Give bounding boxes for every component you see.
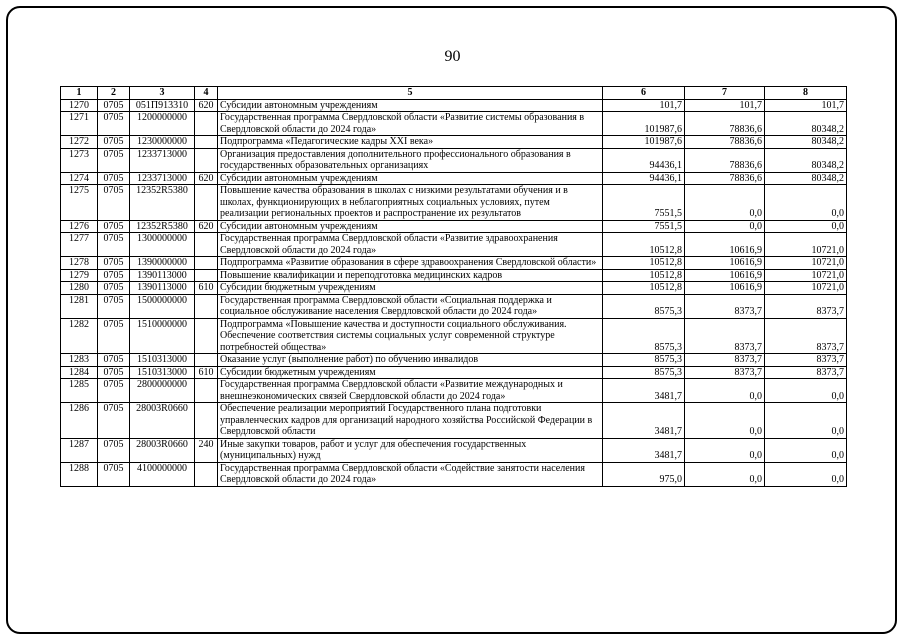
amount-year-3: 0,0 [765,379,847,403]
expense-type-code [195,233,218,257]
amount-year-3: 80348,2 [765,136,847,149]
amount-year-2: 0,0 [685,403,765,439]
amount-year-2: 8373,7 [685,318,765,354]
section-code: 0705 [98,318,130,354]
amount-year-3: 0,0 [765,438,847,462]
row-number: 1281 [61,294,98,318]
expense-type-code [195,318,218,354]
budget-table [60,86,847,487]
amount-year-1: 101987,6 [603,136,685,149]
item-name: Повышение квалификации и переподготовка медицинских кадров [218,269,603,282]
target-article-code: 051П913310 [130,99,195,112]
table-row [61,136,847,149]
amount-year-3: 10721,0 [765,257,847,270]
table-row [61,185,847,221]
item-name: Субсидии бюджетным учреждениям [218,366,603,379]
item-name: Государственная программа Свердловской области «Развитие системы образования в Свердловской области до 2024 года» [218,112,603,136]
amount-year-3: 80348,2 [765,112,847,136]
amount-year-2: 0,0 [685,379,765,403]
table-row [61,99,847,112]
table-row [61,148,847,172]
header-cell: 6 [603,87,685,100]
section-code: 0705 [98,148,130,172]
amount-year-2: 10616,9 [685,233,765,257]
section-code: 0705 [98,185,130,221]
expense-type-code: 620 [195,172,218,185]
target-article-code: 1510313000 [130,366,195,379]
target-article-code: 1233713000 [130,148,195,172]
amount-year-3: 0,0 [765,185,847,221]
header-cell: 7 [685,87,765,100]
amount-year-3: 101,7 [765,99,847,112]
row-number: 1277 [61,233,98,257]
amount-year-3: 0,0 [765,462,847,486]
target-article-code: 1390113000 [130,269,195,282]
section-code: 0705 [98,99,130,112]
section-code: 0705 [98,172,130,185]
amount-year-1: 10512,8 [603,282,685,295]
amount-year-1: 10512,8 [603,269,685,282]
row-number: 1280 [61,282,98,295]
header-cell: 8 [765,87,847,100]
row-number: 1288 [61,462,98,486]
amount-year-2: 8373,7 [685,366,765,379]
section-code: 0705 [98,136,130,149]
table-row [61,354,847,367]
amount-year-2: 78836,6 [685,112,765,136]
row-number: 1287 [61,438,98,462]
row-number: 1283 [61,354,98,367]
amount-year-2: 101,7 [685,99,765,112]
amount-year-2: 0,0 [685,185,765,221]
table-row [61,294,847,318]
amount-year-3: 8373,7 [765,318,847,354]
amount-year-3: 80348,2 [765,148,847,172]
amount-year-1: 8575,3 [603,294,685,318]
target-article-code: 1390113000 [130,282,195,295]
page-number: 90 [444,48,461,65]
header-cell: 2 [98,87,130,100]
amount-year-2: 78836,6 [685,148,765,172]
amount-year-3: 10721,0 [765,233,847,257]
target-article-code: 1510000000 [130,318,195,354]
expense-type-code: 610 [195,366,218,379]
row-number: 1285 [61,379,98,403]
amount-year-2: 78836,6 [685,172,765,185]
item-name: Подпрограмма «Повышение качества и доступности социального обслуживания. Обеспечение соответствия системы социальных услуг современной структуре потребностей общества» [218,318,603,354]
amount-year-1: 3481,7 [603,403,685,439]
amount-year-3: 0,0 [765,220,847,233]
amount-year-2: 8373,7 [685,354,765,367]
section-code: 0705 [98,354,130,367]
item-name: Обеспечение реализации мероприятий Государственного плана подготовки управленческих кадров для организаций народного хозяйства Российской Федерации в Свердловской области [218,403,603,439]
expense-type-code [195,257,218,270]
header-cell: 3 [130,87,195,100]
amount-year-1: 8575,3 [603,354,685,367]
target-article-code: 1233713000 [130,172,195,185]
target-article-code: 2800000000 [130,379,195,403]
table-row [61,233,847,257]
table-row [61,366,847,379]
target-article-code: 1200000000 [130,112,195,136]
target-article-code: 28003R0660 [130,403,195,439]
expense-type-code [195,403,218,439]
section-code: 0705 [98,462,130,486]
row-number: 1274 [61,172,98,185]
amount-year-1: 101987,6 [603,112,685,136]
header-cell: 5 [218,87,603,100]
table-row [61,282,847,295]
header-cell: 4 [195,87,218,100]
expense-type-code [195,354,218,367]
table-row [61,318,847,354]
expense-type-code [195,462,218,486]
table-row [61,220,847,233]
row-number: 1284 [61,366,98,379]
row-number: 1276 [61,220,98,233]
row-number: 1270 [61,99,98,112]
item-name: Субсидии автономным учреждениям [218,220,603,233]
expense-type-code: 620 [195,99,218,112]
target-article-code: 28003R0660 [130,438,195,462]
row-number: 1278 [61,257,98,270]
row-number: 1286 [61,403,98,439]
amount-year-2: 0,0 [685,438,765,462]
row-number: 1282 [61,318,98,354]
section-code: 0705 [98,282,130,295]
amount-year-1: 94436,1 [603,148,685,172]
amount-year-2: 0,0 [685,220,765,233]
section-code: 0705 [98,269,130,282]
item-name: Подпрограмма «Развитие образования в сфере здравоохранения Свердловской области» [218,257,603,270]
section-code: 0705 [98,257,130,270]
amount-year-2: 78836,6 [685,136,765,149]
amount-year-3: 10721,0 [765,269,847,282]
table-row [61,403,847,439]
table-row [61,379,847,403]
row-number: 1279 [61,269,98,282]
table-row [61,172,847,185]
amount-year-3: 8373,7 [765,294,847,318]
amount-year-1: 94436,1 [603,172,685,185]
amount-year-1: 975,0 [603,462,685,486]
amount-year-1: 3481,7 [603,379,685,403]
section-code: 0705 [98,438,130,462]
expense-type-code [195,136,218,149]
item-name: Государственная программа Свердловской области «Развитие международных и внешнеэкономических связей Свердловской области до 2024 года» [218,379,603,403]
item-name: Государственная программа Свердловской области «Социальная поддержка и социальное обслуживание населения Свердловской области до 2024 года» [218,294,603,318]
amount-year-3: 80348,2 [765,172,847,185]
item-name: Субсидии автономным учреждениям [218,99,603,112]
table-body [61,99,847,486]
table-row [61,438,847,462]
amount-year-3: 8373,7 [765,366,847,379]
table-row [61,257,847,270]
amount-year-1: 10512,8 [603,257,685,270]
row-number: 1271 [61,112,98,136]
target-article-code: 1390000000 [130,257,195,270]
expense-type-code [195,294,218,318]
section-code: 0705 [98,379,130,403]
amount-year-1: 8575,3 [603,366,685,379]
expense-type-code [195,185,218,221]
amount-year-1: 8575,3 [603,318,685,354]
section-code: 0705 [98,366,130,379]
section-code: 0705 [98,233,130,257]
section-code: 0705 [98,220,130,233]
expense-type-code [195,379,218,403]
item-name: Оказание услуг (выполнение работ) по обучению инвалидов [218,354,603,367]
item-name: Государственная программа Свердловской области «Развитие здравоохранения Свердловской области до 2024 года» [218,233,603,257]
expense-type-code [195,112,218,136]
amount-year-3: 8373,7 [765,354,847,367]
target-article-code: 1300000000 [130,233,195,257]
amount-year-2: 8373,7 [685,294,765,318]
amount-year-3: 10721,0 [765,282,847,295]
section-code: 0705 [98,403,130,439]
item-name: Иные закупки товаров, работ и услуг для обеспечения государственных (муниципальных) нужд [218,438,603,462]
item-name: Повышение качества образования в школах с низкими результатами обучения и в школах, функционирующих в неблагоприятных социальных условиях, путем реализации региональных проектов и распространение их результатов [218,185,603,221]
table-row [61,462,847,486]
table-row [61,269,847,282]
amount-year-1: 10512,8 [603,233,685,257]
item-name: Субсидии бюджетным учреждениям [218,282,603,295]
amount-year-2: 10616,9 [685,269,765,282]
expense-type-code: 610 [195,282,218,295]
target-article-code: 1230000000 [130,136,195,149]
row-number: 1273 [61,148,98,172]
amount-year-1: 7551,5 [603,220,685,233]
item-name: Подпрограмма «Педагогические кадры XXI века» [218,136,603,149]
expense-type-code: 620 [195,220,218,233]
amount-year-3: 0,0 [765,403,847,439]
header-row [61,87,847,100]
row-number: 1272 [61,136,98,149]
amount-year-2: 10616,9 [685,282,765,295]
header-cell: 1 [61,87,98,100]
section-code: 0705 [98,294,130,318]
amount-year-1: 101,7 [603,99,685,112]
row-number: 1275 [61,185,98,221]
amount-year-2: 0,0 [685,462,765,486]
item-name: Субсидии автономным учреждениям [218,172,603,185]
target-article-code: 1510313000 [130,354,195,367]
section-code: 0705 [98,112,130,136]
target-article-code: 12352R5380 [130,185,195,221]
item-name: Организация предоставления дополнительного профессионального образования в государственных образовательных организациях [218,148,603,172]
target-article-code: 1500000000 [130,294,195,318]
expense-type-code [195,269,218,282]
expense-type-code: 240 [195,438,218,462]
target-article-code: 12352R5380 [130,220,195,233]
table-row [61,112,847,136]
amount-year-1: 3481,7 [603,438,685,462]
expense-type-code [195,148,218,172]
item-name: Государственная программа Свердловской области «Содействие занятости населения Свердловской области до 2024 года» [218,462,603,486]
amount-year-1: 7551,5 [603,185,685,221]
target-article-code: 4100000000 [130,462,195,486]
amount-year-2: 10616,9 [685,257,765,270]
